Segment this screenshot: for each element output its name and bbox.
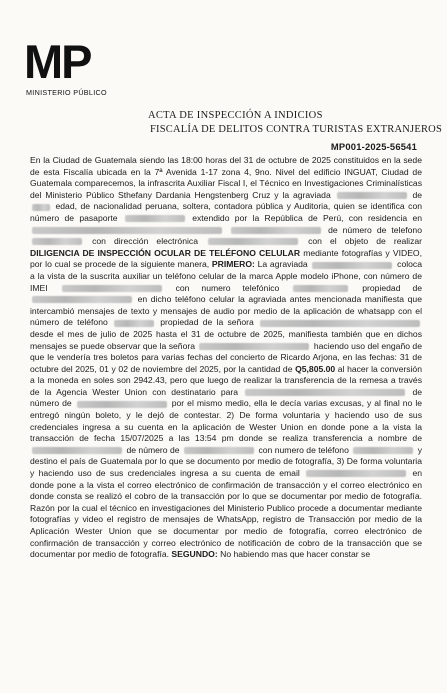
redaction (312, 262, 392, 269)
redaction (208, 238, 298, 245)
section-label: SEGUNDO: (171, 549, 218, 560)
ministerio-publico-logo (24, 35, 114, 98)
redaction (199, 343, 309, 350)
body-text: desde el mes de julio de 2025 hasta el 31 de octubre de 2025, manifiesta también que en dichos mensajes se puede observar que la señora (30, 328, 422, 351)
body-text: No habiendo mas que hacer constar se (220, 549, 371, 560)
body-text: y destino el país de Guatemala por lo que se documento por medio de fotografía, 3) De forma voluntaria y haciendo uso de sus credenciales ingresa a su cuenta de email (30, 444, 423, 479)
redaction (184, 447, 254, 454)
logo-mark: MP (24, 35, 91, 88)
body-text: propiedad de (362, 282, 423, 293)
logo-subtitle: MINISTERIO PÚBLICO (26, 88, 107, 97)
body-text: en donde pone a la vista el correo electrónico de confirmación de transacción y el correo electrónico en donde consta se realizó el cobro de la transacción por lo que se documentar por medio de fotografía. (30, 468, 423, 502)
body-text: por el mismo medio, ella le decía varias excusas, y al final no le entregó ningún boleto, y le dejó de contestar. 2) De forma voluntaria y haciendo uso de sus credenciales ingresa a su cuenta en la aplicación de Wester Union en donde pone a la vista la transacción de fecha 15/07/2025 a las 13:54 pm donde se realiza transferencia a nombre de (30, 398, 423, 444)
case-reference: MP001-2025-56541 (330, 141, 417, 152)
body-text: en dicho teléfono celular la agraviada antes mencionada manifiesta que intercambió mensajes de texto y mensajes de audio por medio de la aplicación de whatsapp con el número de teléfono (30, 294, 422, 328)
body-text: al hacer la conversión a la moneda en soles son 2942.43, pero que luego de realizar la transferencia de la remesa a través de la Agencia Wester Union con destinatario para (30, 363, 422, 397)
body-text: haciendo uso del engaño de que le vendería tres boletos para varias fechas del concierto de Ricardo Arjona, en las fechas: 31 de octubre del 2025, 01 y 02 de noviembre del 2025, por la cantidad de (30, 340, 422, 374)
redaction (77, 401, 167, 408)
body-text: mediante fotografías y VIDEO, por lo cual se procede de la siguiente manera, (30, 247, 422, 270)
body-text: En la Ciudad de Guatemala siendo las 18:00 horas del 31 de octubre de 2025 constituidos en la sede de esta Fiscalía ubicada en la 7ª Avenida 1-17 zona 4, 9no. Nivel del edificio INGUAT, Ciudad de Guatemala comparecemos, la infrascrita Auxiliar Fiscal I, el Técnico en Investigaciones Criminalísticas del Ministerio Público Sthefany Dardania Hengstenberg Cruz y la agraviada (30, 155, 422, 200)
redaction (32, 204, 50, 211)
body-text: con numero de teléfono (258, 444, 349, 455)
body-paragraph (30, 155, 422, 561)
body-text: coloca a la vista de la suscrita auxiliar un teléfono celular de la marca Apple modelo iPhone, con número de IMEI (30, 259, 423, 293)
redaction (245, 389, 405, 396)
body-text: La agraviada (257, 259, 308, 270)
document-title: ACTA DE INSPECCIÓN A INDICIOS (148, 110, 323, 121)
redaction (32, 296, 132, 303)
redaction (32, 227, 222, 234)
body-text: de número de (30, 386, 423, 409)
redaction (32, 238, 82, 245)
body-text: de número de (126, 444, 180, 455)
redaction (231, 227, 321, 234)
body-text: extendido por la República de Perú, con residencia en (192, 212, 423, 223)
body-text: edad, de nacionalidad peruana, soltera, contadora pública y Auditoria, quien se identifica con número de pasaporte (30, 201, 423, 223)
body-text: con numero telefónico (175, 282, 280, 293)
document-body (30, 155, 422, 561)
body-text: Razón por la cual el técnico en investigaciones del Ministerio Publico procede a documentar mediante fotografías y video el registro de mensajes de WhatsApp, registro de Transacción por medio de la Aplicación Wester Union que se documentar por medio de fotografía, correo electrónico de confirmación de transacción y correo electrónico de notificación de cobro de la transacción que se documentar por medio de fotografía. (30, 502, 422, 560)
redaction (114, 320, 154, 327)
section-label: PRIMERO: (211, 259, 255, 270)
body-text: de (412, 189, 423, 200)
body-text: con dirección electrónica (92, 236, 198, 247)
body-text: propiedad de la señora (160, 317, 254, 328)
redaction (260, 320, 420, 327)
amount: Q5,805.00 (295, 363, 336, 374)
redaction (62, 285, 162, 292)
department-name: FISCALÍA DE DELITOS CONTRA TURISTAS EXTRANJEROS (150, 124, 442, 135)
redaction (306, 470, 406, 477)
redaction (32, 447, 122, 454)
redaction (337, 192, 407, 199)
body-text-bold: DILIGENCIA DE INSPECCIÓN OCULAR DE TELÉFONO CELULAR (30, 247, 301, 258)
redaction (125, 215, 185, 222)
redaction (353, 447, 413, 454)
body-text: de número de telefono (328, 224, 422, 235)
body-text: con el objeto de realizar (308, 236, 423, 247)
redaction (293, 285, 348, 292)
